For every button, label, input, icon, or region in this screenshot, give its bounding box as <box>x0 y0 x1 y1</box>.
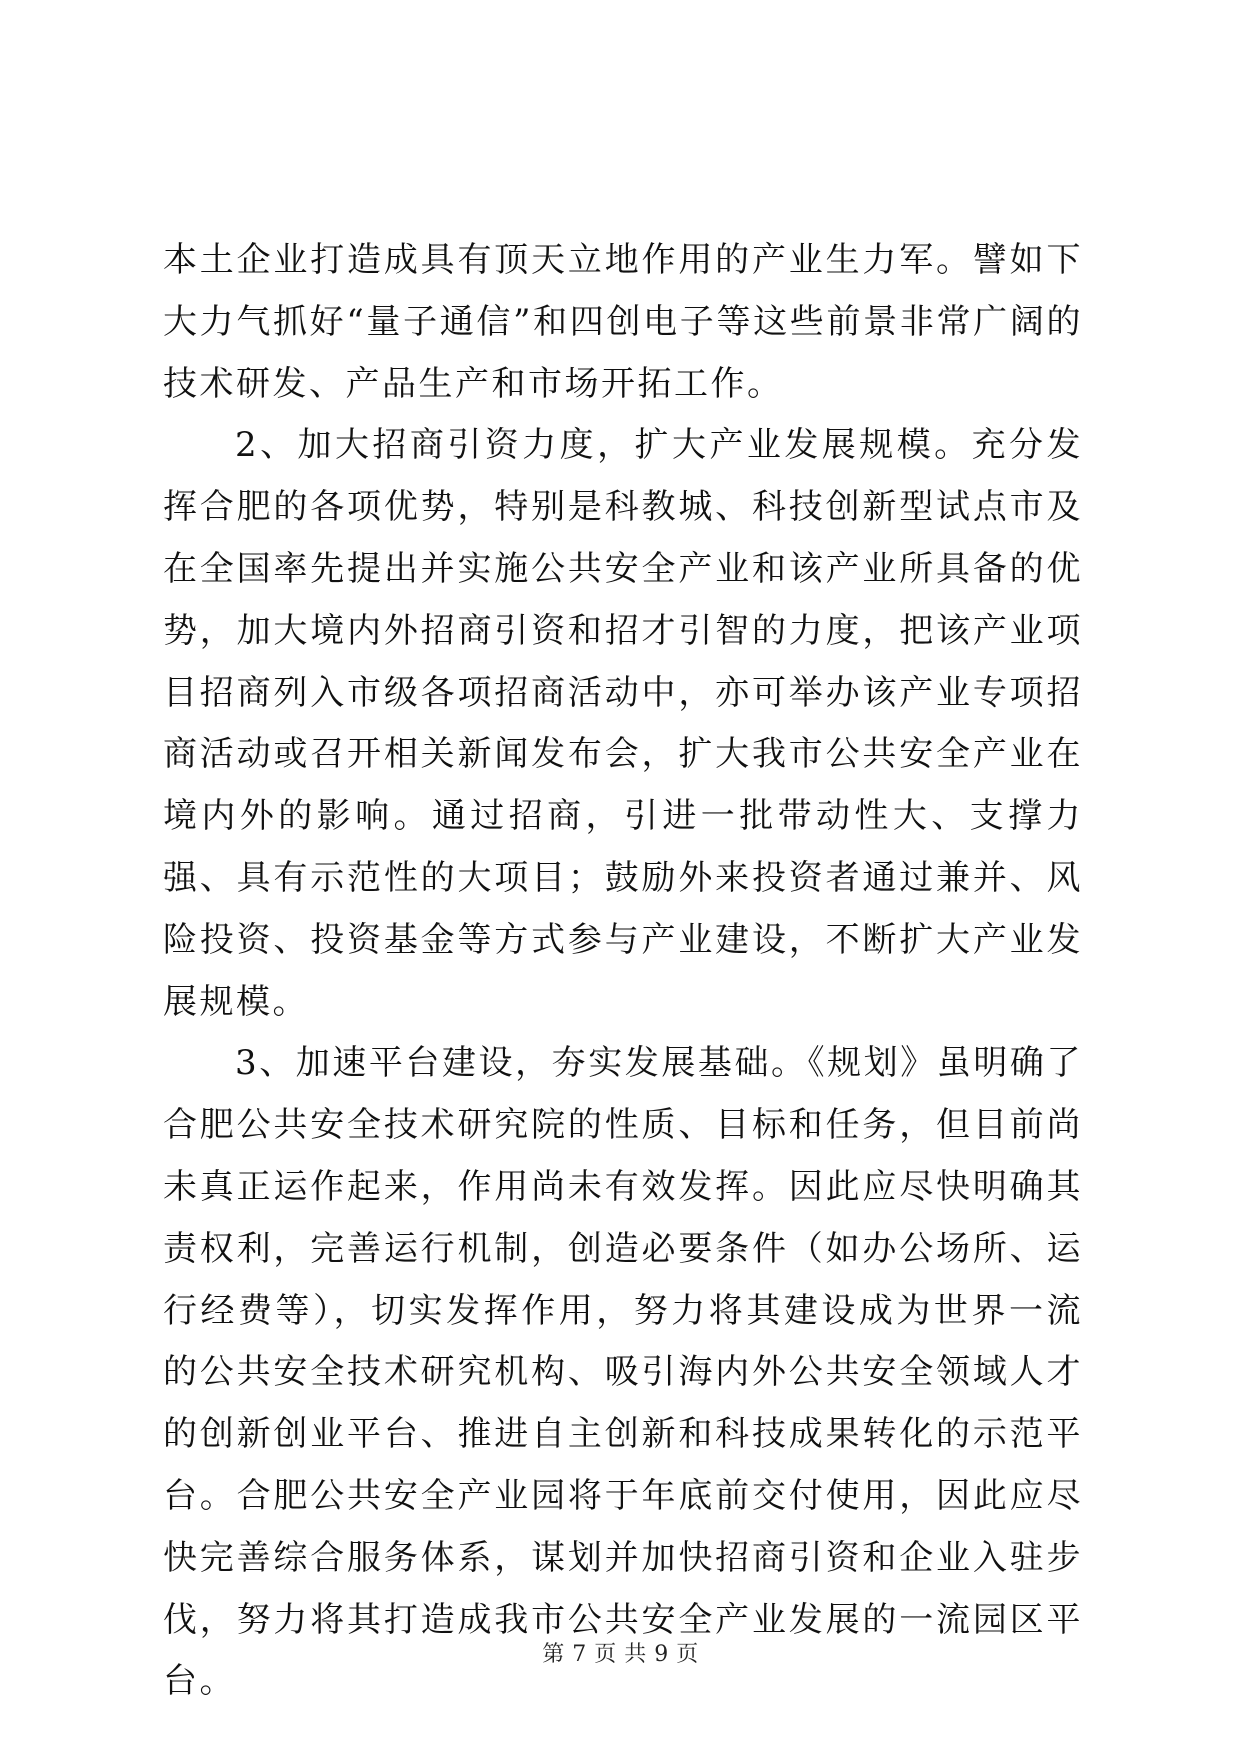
paragraph-2: 2、加大招商引资力度，扩大产业发展规模。充分发挥合肥的各项优势，特别是科教城、科技创新型试点市及在全国率先提出并实施公共安全产业和该产业所具备的优势，加大境内外招商引资和招才引智的力度，把该产业项目招商列入市级各项招商活动中，亦可举办该产业专项招商活动或召开相关新闻发布会，扩大我市公共安全产业在境内外的影响。通过招商，引进一批带动性大、支撑力强、具有示范性的大项目；鼓励外来投资者通过兼并、风险投资、投资基金等方式参与产业建设，不断扩大产业发展规模。 <box>163 425 1083 1022</box>
paragraph-3: 3、加速平台建设，夯实发展基础。《规划》虽明确了合肥公共安全技术研究院的性质、目标和任务，但目前尚未真正运作起来，作用尚未有效发挥。因此应尽快明确其责权利，完善运行机制，创造必要条件（如办公场所、运行经费等），切实发挥作用，努力将其建设成为世界一流的公共安全技术研究机构、吸引海内外公共安全领域人才的创新创业平台、推进自主创新和科技成果转化的示范平台。合肥公共安全产业园将于年底前交付使用，因此应尽快完善综合服务体系，谋划并加快招商引资和企业入驻步伐，努力将其打造成我市公共安全产业发展的一流园区平台。 <box>163 1043 1083 1702</box>
paragraph-1: 本土企业打造成具有顶天立地作用的产业生力军。譬如下大力气抓好“量子通信”和四创电子等这些前景非常广阔的技术研发、产品生产和市场开拓工作。 <box>163 240 1083 404</box>
page-number-footer: 第 7 页 共 9 页 <box>542 1642 699 1667</box>
document-body <box>163 230 1083 1713</box>
